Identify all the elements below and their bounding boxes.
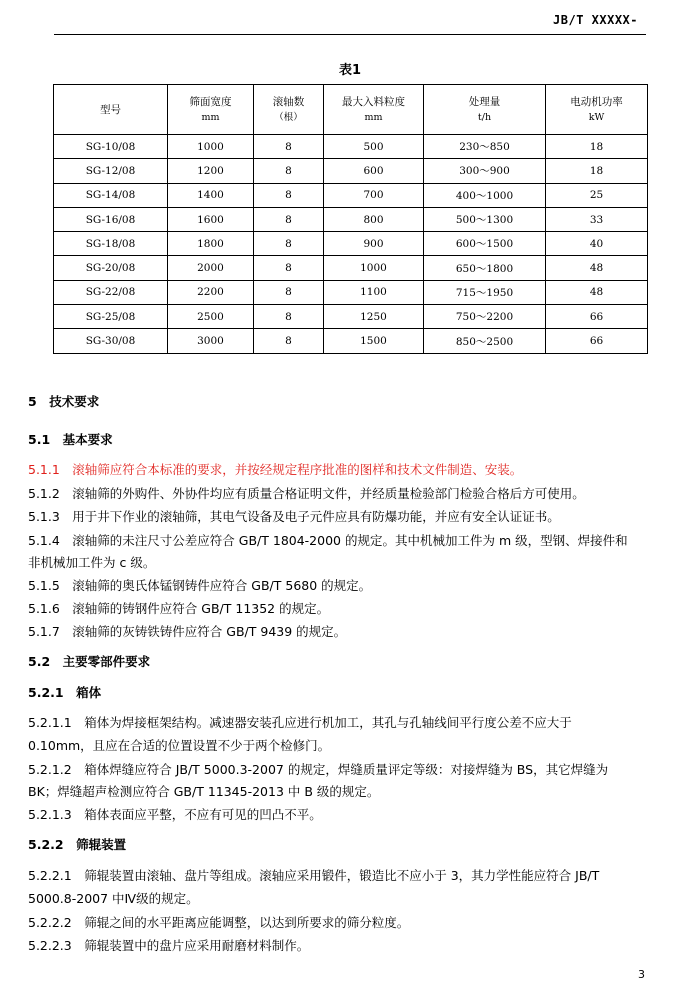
table-cell: 500～1300 — [424, 207, 546, 231]
paragraph-line: 5.2.1.3 箱体表面应平整，不应有可见的凹凸不平。 — [28, 807, 322, 822]
paragraph-line: 5.2.2.1 筛辊装置由滚轴、盘片等组成。滚轴应采用锻件，锻造比不应小于 3，其力学性能应符合 JB/T — [28, 868, 600, 883]
table-cell: 1800 — [168, 232, 254, 256]
section-heading: 5.2.1 箱体 — [28, 685, 102, 700]
table-cell: 18 — [546, 135, 648, 159]
table-cell: 600～1500 — [424, 232, 546, 256]
table-cell: 2500 — [168, 305, 254, 329]
table-cell: 1600 — [168, 207, 254, 231]
table-cell: 1000 — [324, 256, 424, 280]
table-cell: 8 — [254, 159, 324, 183]
column-header-model: 型号 — [54, 85, 168, 135]
table-cell: SG-30/08 — [54, 329, 168, 353]
table-cell: 8 — [254, 135, 324, 159]
section-heading: 5.1 基本要求 — [28, 432, 113, 447]
table-cell: 1400 — [168, 183, 254, 207]
table-cell: 400～1000 — [424, 183, 546, 207]
table-cell: SG-12/08 — [54, 159, 168, 183]
table-cell: SG-22/08 — [54, 280, 168, 304]
table-cell: SG-20/08 — [54, 256, 168, 280]
table-cell: 1250 — [324, 305, 424, 329]
table-cell: 300～900 — [424, 159, 546, 183]
table-cell: SG-10/08 — [54, 135, 168, 159]
table-cell: 8 — [254, 207, 324, 231]
table-cell: 2000 — [168, 256, 254, 280]
table-cell: 8 — [254, 280, 324, 304]
table-cell: 1200 — [168, 159, 254, 183]
document-code: JB/T XXXXX- — [553, 13, 638, 27]
paragraph-line: 5.1.3 用于井下作业的滚轴筛，其电气设备及电子元件应具有防爆功能，并应有安全认证证书。 — [28, 509, 560, 524]
column-header-capacity: 处理量 t/h — [424, 85, 546, 135]
table-cell: SG-14/08 — [54, 183, 168, 207]
paragraph-line: 5.2.2.2 筛辊之间的水平距离应能调整，以达到所要求的筛分粒度。 — [28, 915, 410, 930]
table-cell: 1100 — [324, 280, 424, 304]
section-heading: 5.2.2 筛辊装置 — [28, 837, 127, 852]
table-cell: 1500 — [324, 329, 424, 353]
section-heading: 5.2 主要零部件要求 — [28, 654, 151, 669]
table-cell: SG-16/08 — [54, 207, 168, 231]
paragraph-line: 5.1.4 滚轴筛的未注尺寸公差应符合 GB/T 1804-2000 的规定。其中机械加工件为 m 级，型钢、焊接件和 — [28, 533, 628, 548]
column-header-screen-width: 筛面宽度 mm — [168, 85, 254, 135]
page-number: 3 — [638, 968, 645, 981]
table-cell: 900 — [324, 232, 424, 256]
paragraph-line: 0.10mm，且应在合适的位置设置不少于两个检修门。 — [28, 738, 331, 753]
table-cell: 25 — [546, 183, 648, 207]
table-cell: 650～1800 — [424, 256, 546, 280]
paragraph-line: 5.1.7 滚轴筛的灰铸铁铸件应符合 GB/T 9439 的规定。 — [28, 624, 347, 639]
column-header-max-feed-size: 最大入料粒度 mm — [324, 85, 424, 135]
paragraph-line: 5.1.5 滚轴筛的奥氏体锰钢铸件应符合 GB/T 5680 的规定。 — [28, 578, 372, 593]
paragraph-line: 5.1.6 滚轴筛的铸钢件应符合 GB/T 11352 的规定。 — [28, 601, 330, 616]
table-cell: 8 — [254, 256, 324, 280]
table-cell: 33 — [546, 207, 648, 231]
column-header-motor-power: 电动机功率 kW — [546, 85, 648, 135]
table-cell: 8 — [254, 305, 324, 329]
table-title: 表1 — [338, 63, 362, 78]
table-cell: 8 — [254, 183, 324, 207]
paragraph-line: 5.1.2 滚轴筛的外购件、外协件均应有质量合格证明文件，并经质量检验部门检验合格后方可使用。 — [28, 486, 585, 501]
table-cell: 66 — [546, 305, 648, 329]
table-cell: 850～2500 — [424, 329, 546, 353]
technical-requirements-section — [28, 0, 674, 1000]
paragraph-line: 5000.8-2007 中Ⅳ级的规定。 — [28, 891, 199, 906]
table-cell: SG-25/08 — [54, 305, 168, 329]
table-cell: 48 — [546, 280, 648, 304]
paragraph-line: 5.2.1.2 箱体焊缝应符合 JB/T 5000.3-2007 的规定，焊缝质量评定等级：对接焊缝为 BS，其它焊缝为 — [28, 762, 609, 777]
table-cell: SG-18/08 — [54, 232, 168, 256]
table-cell: 500 — [324, 135, 424, 159]
paragraph-line: BK；焊缝超声检测应符合 GB/T 11345-2013 中 B 级的规定。 — [28, 784, 380, 799]
table-cell: 750～2200 — [424, 305, 546, 329]
table-cell: 700 — [324, 183, 424, 207]
table-cell: 48 — [546, 256, 648, 280]
table-cell: 66 — [546, 329, 648, 353]
paragraph-line: 5.2.2.3 筛辊装置中的盘片应采用耐磨材料制作。 — [28, 938, 310, 953]
paragraph-line: 非机械加工件为 c 级。 — [28, 555, 156, 570]
table-cell: 2200 — [168, 280, 254, 304]
table-cell: 600 — [324, 159, 424, 183]
table-cell: 40 — [546, 232, 648, 256]
column-header-roller-count: 滚轴数 （根） — [254, 85, 324, 135]
table-cell: 18 — [546, 159, 648, 183]
paragraph-line: 5.1.1 滚轴筛应符合本标准的要求，并按经规定程序批准的图样和技术文件制造、安装。 — [28, 462, 523, 477]
table-cell: 715～1950 — [424, 280, 546, 304]
table-cell: 8 — [254, 232, 324, 256]
paragraph-line: 5.2.1.1 箱体为焊接框架结构。减速器安装孔应进行机加工，其孔与孔轴线间平行度公差不应大于 — [28, 715, 572, 730]
table-cell: 230～850 — [424, 135, 546, 159]
table-cell: 3000 — [168, 329, 254, 353]
table-cell: 800 — [324, 207, 424, 231]
table-cell: 1000 — [168, 135, 254, 159]
table-cell: 8 — [254, 329, 324, 353]
section-heading: 5 技术要求 — [28, 394, 100, 409]
